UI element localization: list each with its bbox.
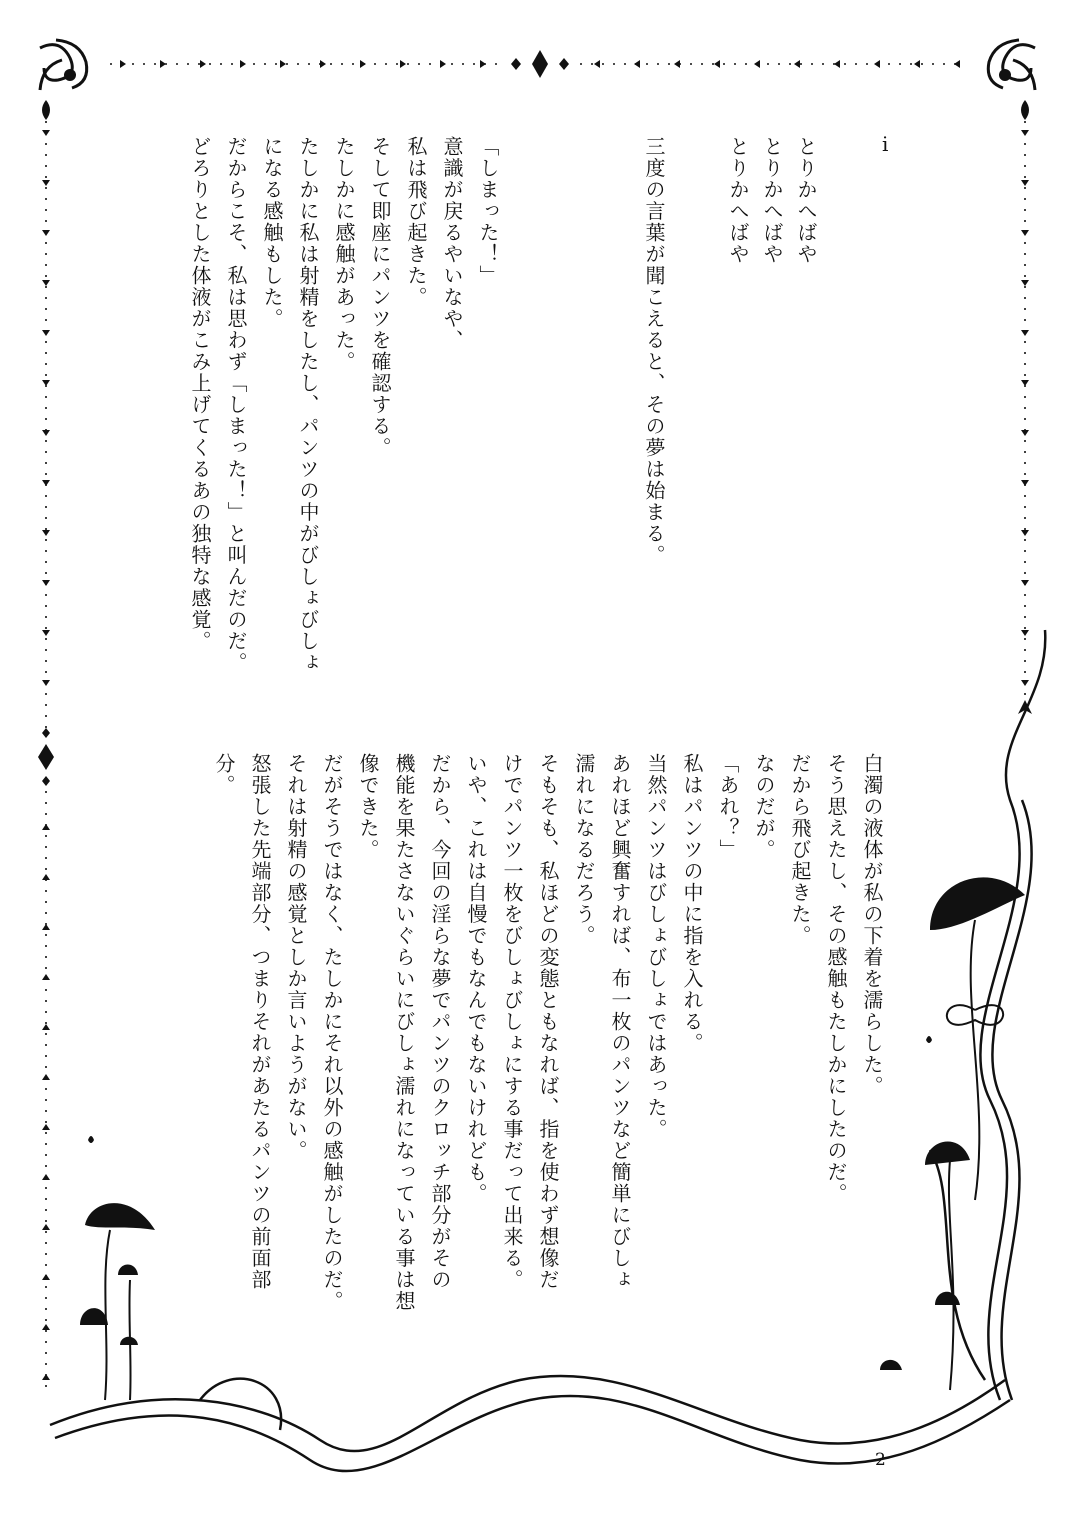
- chapter-label: i: [882, 132, 889, 156]
- text-column: だから、今回の淫らな夢でパンツのクロッチ部分がその: [428, 753, 452, 1291]
- text-column: なのだが。: [752, 753, 776, 861]
- text-column: そして即座にパンツを確認する。: [368, 136, 392, 459]
- text-column: 濡れになるだろう。: [572, 753, 596, 947]
- text-column: 分。: [212, 753, 236, 796]
- text-column: あれほど興奮すれば、布一枚のパンツなど簡単にびしょ: [608, 753, 632, 1291]
- text-column: そう思えたし、その感触もたしかにしたのだ。: [824, 753, 848, 1205]
- text-column: そもそも、私ほどの変態ともなれば、指を使わず想像だ: [536, 753, 560, 1291]
- text-column: だから飛び起きた。: [788, 753, 812, 947]
- text-column: になる感触もした。: [260, 136, 284, 330]
- page-number: 2: [875, 1450, 886, 1470]
- text-column: とりかへばや: [760, 136, 784, 265]
- text-column: 三度の言葉が聞こえると、その夢は始まる。: [642, 136, 666, 566]
- text-column: どろりとした体液がこみ上げてくるあの独特な感覚。: [188, 136, 212, 652]
- text-column: それは射精の感覚としか言いようがない。: [284, 753, 308, 1162]
- text-column: たしかに感触があった。: [332, 136, 356, 373]
- text-column: とりかへばや: [794, 136, 818, 265]
- text-column: たしかに私は射精をしたし、パンツの中がびしょびしょ: [296, 136, 320, 674]
- text-column: 白濁の液体が私の下着を濡らした。: [860, 753, 884, 1097]
- text-column: 私はパンツの中に指を入れる。: [680, 753, 704, 1054]
- text-column: 機能を果たさないぐらいにびしょ濡れになっている事は想: [392, 753, 416, 1312]
- text-column: いや、これは自慢でもなんでもないけれども。: [464, 753, 488, 1205]
- text-column: 当然パンツはびしょびしょではあった。: [644, 753, 668, 1140]
- text-column: 意識が戻るやいなや、: [440, 136, 464, 351]
- text-column: 像できた。: [356, 753, 380, 861]
- text-column: だからこそ、私は思わず「しまった！」と叫んだのだ。: [224, 136, 248, 674]
- text-column: 「あれ？」: [716, 753, 740, 861]
- text-column: 私は飛び起きた。: [404, 136, 428, 308]
- text-column: 怒張した先端部分、つまりそれがあたるパンツの前面部: [248, 753, 272, 1291]
- text-column: とりかへばや: [726, 136, 750, 265]
- text-column: だがそうではなく、たしかにそれ以外の感触がしたのだ。: [320, 753, 344, 1312]
- text-column: けでパンツ一枚をびしょびしょにする事だって出来る。: [500, 753, 524, 1291]
- text-column: 「しまった！」: [476, 136, 500, 287]
